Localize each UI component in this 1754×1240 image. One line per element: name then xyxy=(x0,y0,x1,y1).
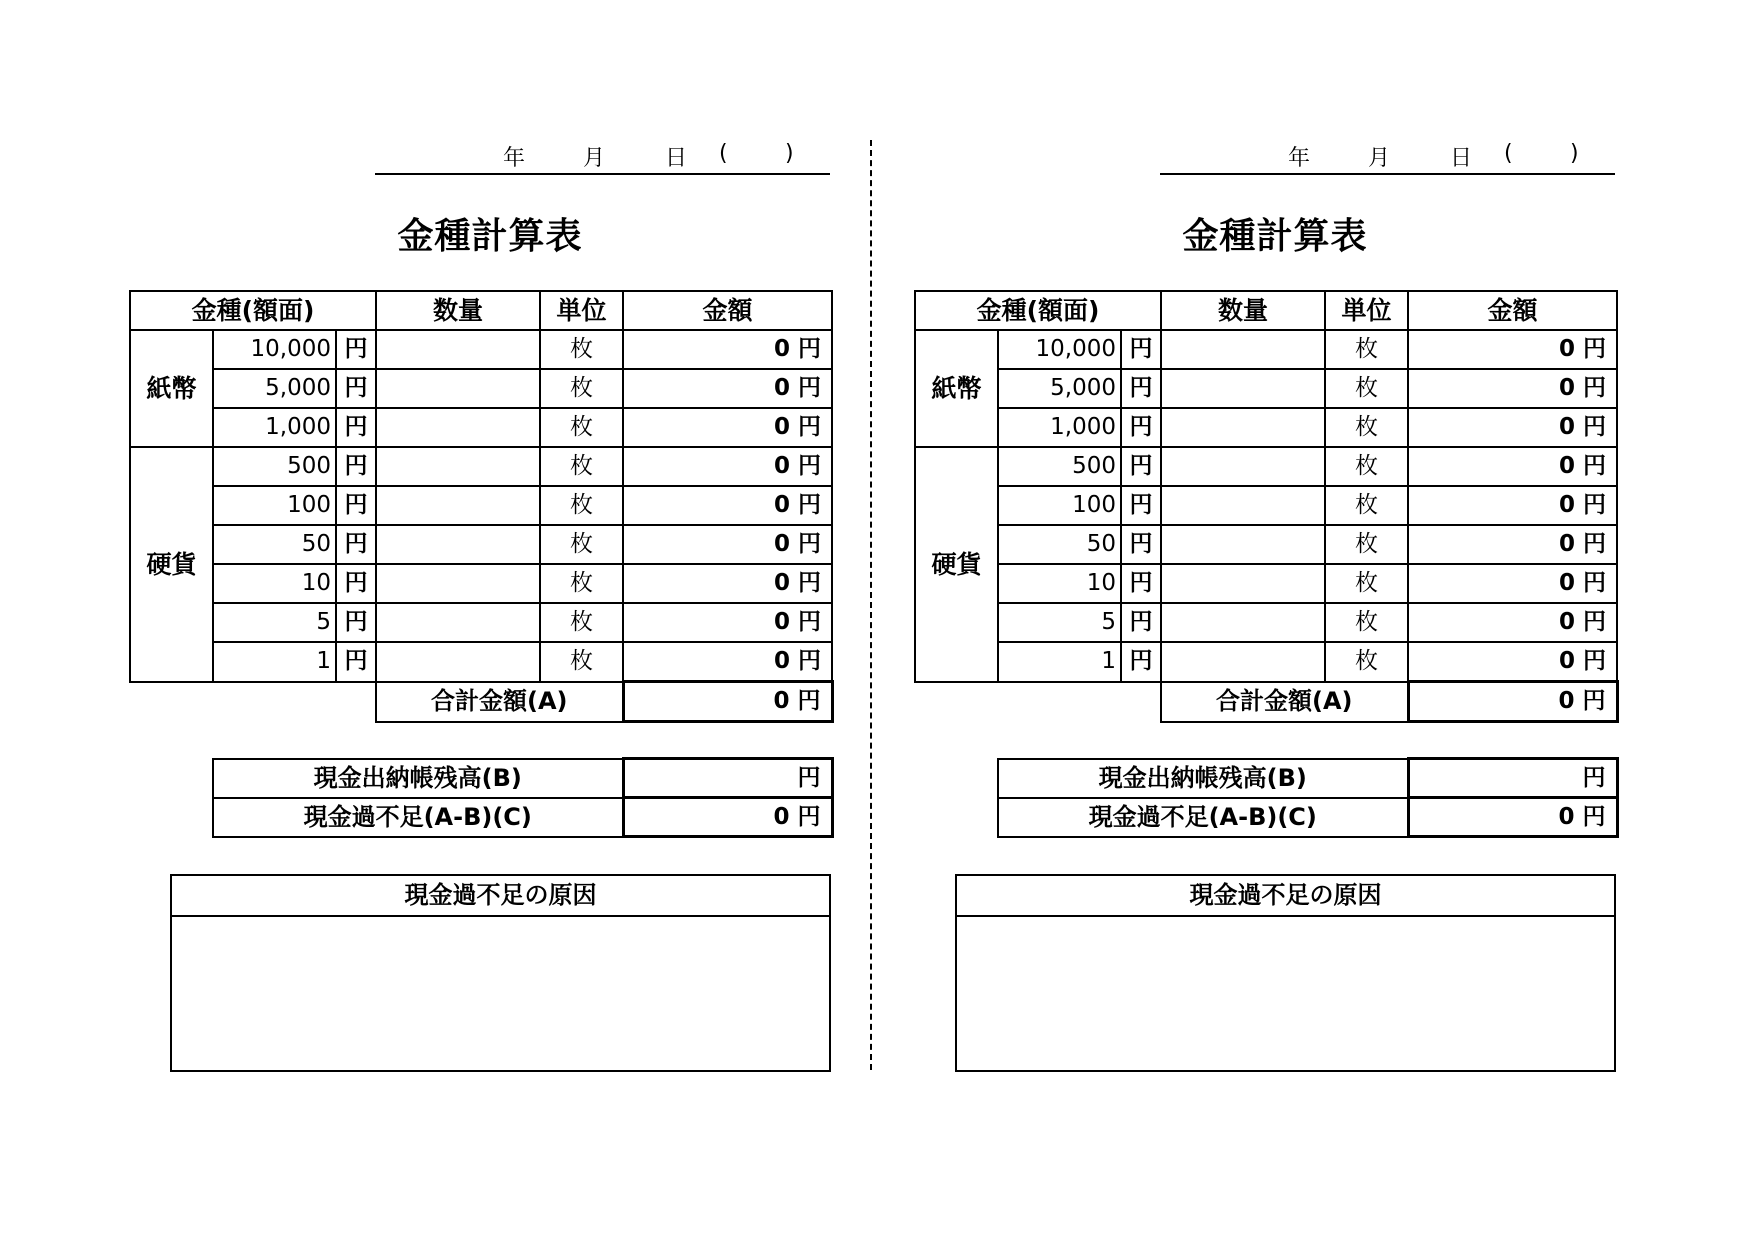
table-row xyxy=(130,447,832,486)
table-row xyxy=(130,369,832,408)
cause-title: 現金過不足の原因 xyxy=(171,875,830,916)
unit-label: 枚 xyxy=(540,525,623,564)
difference-value: 0 円 xyxy=(623,798,832,837)
unit-label: 枚 xyxy=(540,408,623,447)
unit-label: 枚 xyxy=(1325,642,1408,682)
unit-label: 枚 xyxy=(1325,369,1408,408)
table-row xyxy=(915,408,1617,447)
denomination-value: 50 xyxy=(998,525,1121,564)
quantity-input[interactable] xyxy=(376,642,540,682)
sheet-left xyxy=(120,0,860,1240)
date-paren-open: ( xyxy=(1504,141,1513,166)
balance-row xyxy=(213,759,832,798)
total-spacer xyxy=(130,682,376,722)
balance-label: 現金出納帳残高(B) xyxy=(998,759,1408,798)
table-row xyxy=(915,525,1617,564)
denomination-table xyxy=(129,290,834,723)
amount-value: 0 円 xyxy=(623,447,832,486)
quantity-input[interactable] xyxy=(376,603,540,642)
total-row xyxy=(130,682,832,722)
table-row xyxy=(915,486,1617,525)
denomination-value: 1 xyxy=(998,642,1121,682)
denomination-value: 50 xyxy=(213,525,336,564)
date-year-label: 年 xyxy=(1288,146,1311,171)
quantity-input[interactable] xyxy=(1161,642,1325,682)
denomination-value: 5 xyxy=(998,603,1121,642)
table-row xyxy=(915,447,1617,486)
quantity-input[interactable] xyxy=(1161,447,1325,486)
yen-label: 円 xyxy=(1121,486,1161,525)
table-row xyxy=(915,330,1617,369)
balance-table xyxy=(997,757,1619,838)
table-row xyxy=(130,642,832,682)
difference-value: 0 円 xyxy=(1408,798,1617,837)
unit-label: 枚 xyxy=(540,603,623,642)
date-paren-open: ( xyxy=(719,141,728,166)
category-coins: 硬貨 xyxy=(130,447,213,682)
quantity-input[interactable] xyxy=(1161,369,1325,408)
amount-value: 0 円 xyxy=(623,564,832,603)
header-quantity: 数量 xyxy=(1161,291,1325,330)
unit-label: 枚 xyxy=(540,642,623,682)
denomination-table xyxy=(914,290,1619,723)
table-row xyxy=(130,486,832,525)
yen-label: 円 xyxy=(336,486,376,525)
difference-label: 現金過不足(A-B)(C) xyxy=(998,798,1408,837)
unit-label: 枚 xyxy=(1325,447,1408,486)
unit-label: 枚 xyxy=(540,564,623,603)
table-row xyxy=(130,564,832,603)
category-bills: 紙幣 xyxy=(915,330,998,447)
denomination-value: 100 xyxy=(213,486,336,525)
amount-value: 0 円 xyxy=(1408,369,1617,408)
total-spacer xyxy=(915,682,1161,722)
quantity-input[interactable] xyxy=(1161,330,1325,369)
unit-label: 枚 xyxy=(1325,330,1408,369)
amount-value: 0 円 xyxy=(1408,408,1617,447)
denomination-value: 1 xyxy=(213,642,336,682)
date-month-label: 月 xyxy=(583,146,606,171)
table-row xyxy=(915,642,1617,682)
quantity-input[interactable] xyxy=(1161,408,1325,447)
quantity-input[interactable] xyxy=(376,330,540,369)
unit-label: 枚 xyxy=(540,486,623,525)
quantity-input[interactable] xyxy=(1161,486,1325,525)
date-day-label: 日 xyxy=(1450,146,1473,171)
cause-box xyxy=(955,874,1616,1072)
yen-label: 円 xyxy=(336,447,376,486)
yen-label: 円 xyxy=(1121,330,1161,369)
header-quantity: 数量 xyxy=(376,291,540,330)
unit-label: 枚 xyxy=(540,330,623,369)
yen-label: 円 xyxy=(336,369,376,408)
quantity-input[interactable] xyxy=(1161,603,1325,642)
cause-text-area[interactable] xyxy=(956,916,1615,1071)
amount-value: 0 円 xyxy=(623,408,832,447)
denomination-value: 500 xyxy=(998,447,1121,486)
amount-value: 0 円 xyxy=(623,369,832,408)
yen-label: 円 xyxy=(1121,525,1161,564)
balance-input[interactable]: 円 xyxy=(623,759,832,798)
unit-label: 枚 xyxy=(540,447,623,486)
amount-value: 0 円 xyxy=(623,642,832,682)
yen-label: 円 xyxy=(1121,447,1161,486)
table-header-row xyxy=(130,291,832,330)
yen-label: 円 xyxy=(336,525,376,564)
date-paren-close: ) xyxy=(1570,141,1579,166)
amount-value: 0 円 xyxy=(1408,564,1617,603)
total-label: 合計金額(A) xyxy=(376,682,623,722)
unit-label: 枚 xyxy=(1325,408,1408,447)
header-unit: 単位 xyxy=(1325,291,1408,330)
category-coins: 硬貨 xyxy=(915,447,998,682)
yen-label: 円 xyxy=(1121,408,1161,447)
amount-value: 0 円 xyxy=(623,603,832,642)
total-value: 0 円 xyxy=(1408,682,1617,722)
date-month-label: 月 xyxy=(1368,146,1391,171)
sheet-right xyxy=(905,0,1645,1240)
quantity-input[interactable] xyxy=(376,486,540,525)
table-row xyxy=(915,369,1617,408)
amount-value: 0 円 xyxy=(1408,447,1617,486)
total-label: 合計金額(A) xyxy=(1161,682,1408,722)
denomination-value: 500 xyxy=(213,447,336,486)
balance-input[interactable]: 円 xyxy=(1408,759,1617,798)
denomination-value: 5,000 xyxy=(998,369,1121,408)
difference-row xyxy=(998,798,1617,837)
yen-label: 円 xyxy=(1121,603,1161,642)
unit-label: 枚 xyxy=(1325,603,1408,642)
date-paren-close: ) xyxy=(785,141,794,166)
unit-label: 枚 xyxy=(540,369,623,408)
header-amount: 金額 xyxy=(623,291,832,330)
difference-row xyxy=(213,798,832,837)
yen-label: 円 xyxy=(336,603,376,642)
denomination-value: 5 xyxy=(213,603,336,642)
yen-label: 円 xyxy=(336,564,376,603)
date-day-label: 日 xyxy=(665,146,688,171)
table-row xyxy=(130,603,832,642)
yen-label: 円 xyxy=(1121,564,1161,603)
balance-table xyxy=(212,757,834,838)
amount-value: 0 円 xyxy=(623,486,832,525)
quantity-input[interactable] xyxy=(376,369,540,408)
unit-label: 枚 xyxy=(1325,486,1408,525)
yen-label: 円 xyxy=(1121,642,1161,682)
denomination-value: 10,000 xyxy=(998,330,1121,369)
header-unit: 単位 xyxy=(540,291,623,330)
date-field[interactable] xyxy=(375,135,830,175)
denomination-value: 1,000 xyxy=(998,408,1121,447)
cause-box xyxy=(170,874,831,1072)
amount-value: 0 円 xyxy=(1408,486,1617,525)
quantity-input[interactable] xyxy=(1161,525,1325,564)
unit-label: 枚 xyxy=(1325,564,1408,603)
cause-title: 現金過不足の原因 xyxy=(956,875,1615,916)
yen-label: 円 xyxy=(336,642,376,682)
denomination-value: 1,000 xyxy=(213,408,336,447)
amount-value: 0 円 xyxy=(623,525,832,564)
table-row xyxy=(915,603,1617,642)
denomination-value: 100 xyxy=(998,486,1121,525)
header-amount: 金額 xyxy=(1408,291,1617,330)
cause-text-area[interactable] xyxy=(171,916,830,1071)
cut-line xyxy=(870,140,872,1070)
category-bills: 紙幣 xyxy=(130,330,213,447)
total-value: 0 円 xyxy=(623,682,832,722)
header-denomination: 金種(額面) xyxy=(915,291,1161,330)
table-row xyxy=(130,330,832,369)
difference-label: 現金過不足(A-B)(C) xyxy=(213,798,623,837)
quantity-input[interactable] xyxy=(376,564,540,603)
amount-value: 0 円 xyxy=(1408,603,1617,642)
amount-value: 0 円 xyxy=(1408,525,1617,564)
page-title: 金種計算表 xyxy=(397,216,583,257)
denomination-value: 5,000 xyxy=(213,369,336,408)
quantity-input[interactable] xyxy=(376,525,540,564)
yen-label: 円 xyxy=(336,330,376,369)
date-field[interactable] xyxy=(1160,135,1615,175)
balance-row xyxy=(998,759,1617,798)
page-title: 金種計算表 xyxy=(1182,216,1368,257)
denomination-value: 10 xyxy=(998,564,1121,603)
table-row xyxy=(915,564,1617,603)
header-denomination: 金種(額面) xyxy=(130,291,376,330)
denomination-value: 10,000 xyxy=(213,330,336,369)
denomination-value: 10 xyxy=(213,564,336,603)
quantity-input[interactable] xyxy=(1161,564,1325,603)
quantity-input[interactable] xyxy=(376,447,540,486)
date-year-label: 年 xyxy=(503,146,526,171)
yen-label: 円 xyxy=(1121,369,1161,408)
table-row xyxy=(130,408,832,447)
amount-value: 0 円 xyxy=(1408,642,1617,682)
unit-label: 枚 xyxy=(1325,525,1408,564)
yen-label: 円 xyxy=(336,408,376,447)
table-row xyxy=(130,525,832,564)
quantity-input[interactable] xyxy=(376,408,540,447)
amount-value: 0 円 xyxy=(1408,330,1617,369)
amount-value: 0 円 xyxy=(623,330,832,369)
table-header-row xyxy=(915,291,1617,330)
balance-label: 現金出納帳残高(B) xyxy=(213,759,623,798)
total-row xyxy=(915,682,1617,722)
